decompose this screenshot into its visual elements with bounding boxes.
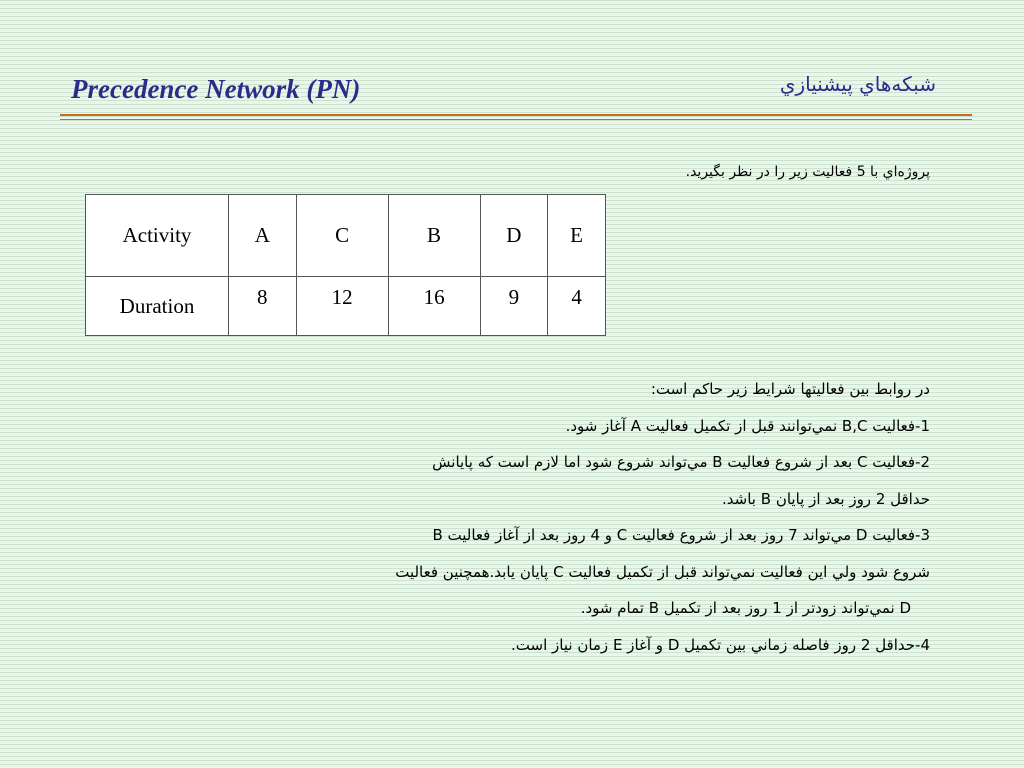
intro-text: پروژه‌اي با 5 فعاليت زير را در نظر بگيريد.	[685, 164, 930, 180]
rules-intro: در روابط بين فعاليتها شرايط زير حاکم است:	[650, 380, 930, 398]
precedence-rules	[250, 371, 930, 663]
rule-line: 4-حداقل 2 روز فاصله زماني بين تکميل D و آغاز E زمان نياز است.	[511, 635, 930, 654]
title-divider-thin	[60, 119, 972, 120]
slide-title-english: Precedence Network (PN)	[71, 74, 361, 104]
activity-cell: E	[548, 195, 606, 277]
rule-line: 2-فعاليت C بعد از شروع فعاليت B مي‌تواند شروع شود اما لازم است که پايانش	[432, 453, 930, 471]
activity-cell: C	[296, 195, 388, 277]
duration-cell: 4	[548, 277, 606, 336]
rule-line: D نمي‌تواند زودتر از 1 روز بعد از تکميل B تمام شود.	[580, 599, 911, 617]
title-divider-thick	[60, 114, 972, 116]
duration-row	[86, 277, 606, 336]
rule-line: حداقل 2 روز بعد از پايان B باشد.	[722, 489, 930, 508]
activity-header-cell: Activity	[86, 195, 229, 277]
duration-cell: 8	[229, 277, 297, 336]
duration-cell: 12	[296, 277, 388, 336]
rule-line: 3-فعاليت D مي‌تواند 7 روز بعد از شروع فعاليت C و 4 روز بعد از آغاز فعاليت B	[432, 526, 930, 544]
activity-row	[86, 195, 606, 277]
duration-cell: 9	[480, 277, 548, 336]
activity-duration-table	[85, 194, 606, 336]
rule-line: 1-فعاليت B,C نمي‌توانند قبل از تکميل فعاليت A آغاز شود.	[565, 416, 930, 435]
activity-cell: A	[229, 195, 297, 277]
activity-cell: B	[388, 195, 480, 277]
activity-cell: D	[480, 195, 548, 277]
duration-header-cell: Duration	[86, 277, 229, 336]
duration-cell: 16	[388, 277, 480, 336]
slide-title-persian: شبکه‌هاي پيشنيازي	[779, 72, 936, 96]
rule-line: شروع شود ولي اين فعاليت نمي‌تواند قبل از تکميل فعاليت C پايان يابد.همچنين فعاليت	[395, 562, 930, 581]
